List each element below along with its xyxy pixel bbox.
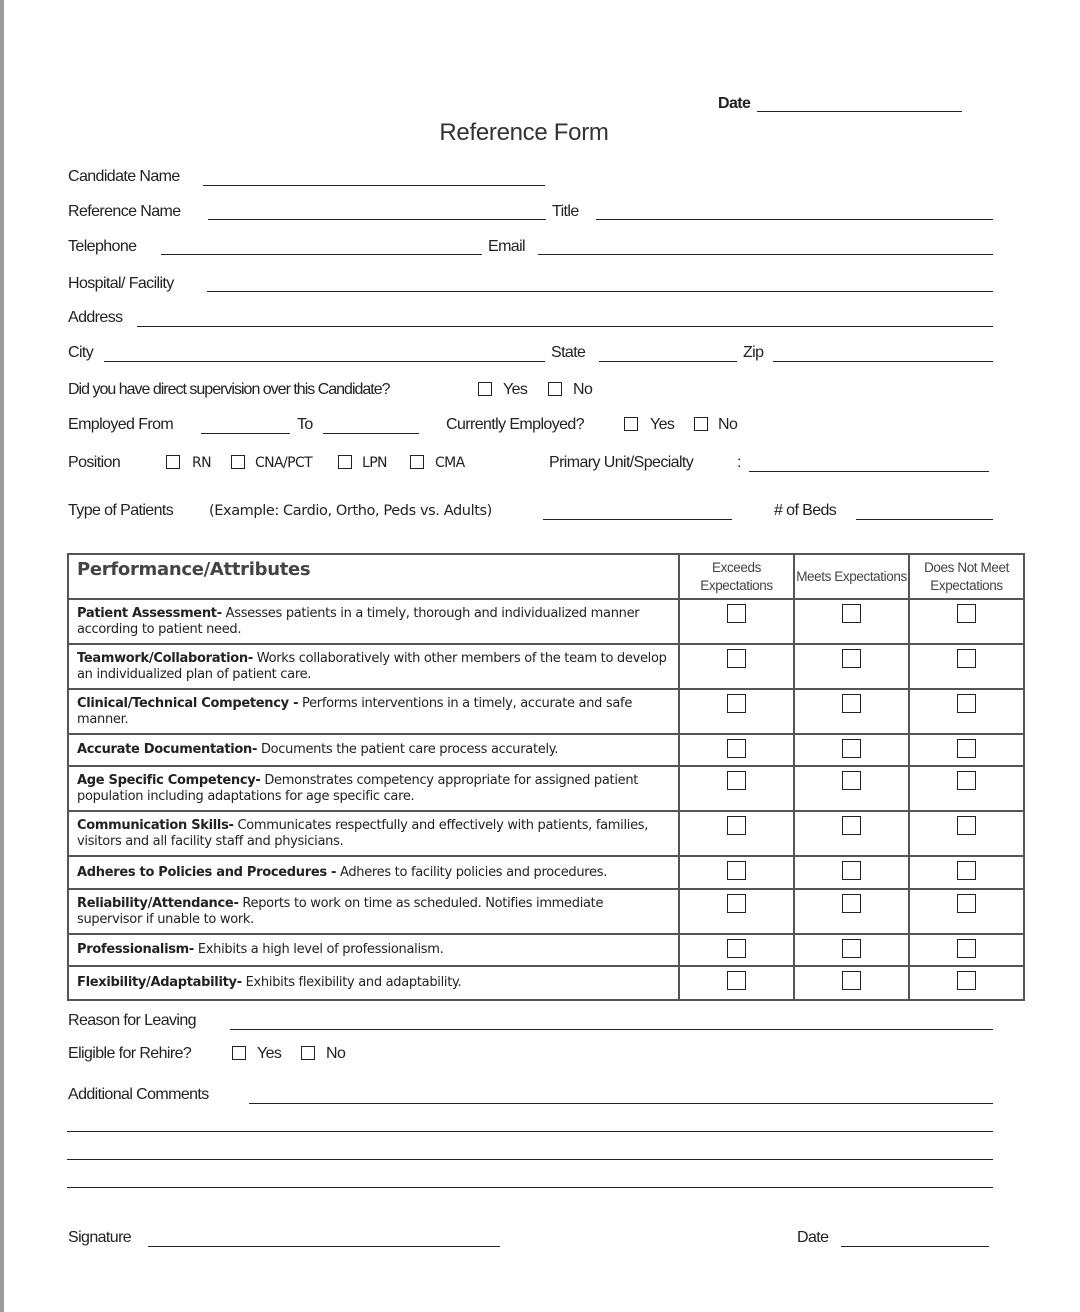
rating-checkbox-does-not-meet[interactable] (957, 649, 976, 668)
reference-name-field[interactable] (208, 219, 546, 220)
candidate-name-field[interactable] (203, 185, 545, 186)
rating-cell-exceeds (679, 644, 794, 689)
attribute-description (68, 934, 679, 966)
primary-unit-field[interactable] (749, 471, 989, 472)
table-row (68, 966, 1024, 1000)
table-row (68, 689, 1024, 734)
email-field[interactable] (538, 254, 993, 255)
supervision-yes-checkbox[interactable] (478, 382, 492, 396)
beds-field[interactable] (856, 519, 993, 520)
zip-label: Zip (743, 344, 764, 361)
rating-checkbox-does-not-meet[interactable] (957, 771, 976, 790)
performance-header: Performance/Attributes (68, 554, 679, 599)
address-label: Address (68, 309, 123, 326)
reference-name-label: Reference Name (68, 203, 181, 220)
attribute-name: Clinical/Technical Competency - (77, 695, 299, 711)
address-field[interactable] (137, 326, 993, 327)
attribute-name: Accurate Documentation- (77, 742, 258, 757)
rating-cell-meets (794, 644, 909, 689)
rating-cell-does-not-meet (909, 734, 1024, 766)
attribute-name: Adheres to Policies and Procedures - (77, 864, 337, 880)
currently-employed-yes-checkbox[interactable] (624, 417, 638, 431)
rating-checkbox-does-not-meet[interactable] (957, 894, 976, 913)
table-row (68, 811, 1024, 856)
position-cna-checkbox[interactable] (231, 455, 245, 469)
rating-checkbox-exceeds[interactable] (727, 694, 746, 713)
rating-cell-does-not-meet (909, 811, 1024, 856)
comments-line-4[interactable] (67, 1187, 993, 1188)
attribute-text: Reports to work on time as scheduled. Notifies immediate supervisor if unable to work. (77, 895, 604, 927)
primary-unit-label: Primary Unit/Specialty (549, 454, 694, 471)
signature-date-label: Date (797, 1229, 829, 1246)
attribute-name: Communication Skills- (77, 817, 234, 833)
page-title: Reference Form (439, 119, 609, 146)
rating-cell-exceeds (679, 766, 794, 811)
rating-checkbox-does-not-meet[interactable] (957, 739, 976, 758)
employed-from-label: Employed From (68, 416, 174, 433)
rating-cell-does-not-meet (909, 889, 1024, 934)
rating-checkbox-does-not-meet[interactable] (957, 694, 976, 713)
performance-table (67, 553, 1025, 1001)
table-row (68, 599, 1024, 644)
rating-cell-meets (794, 766, 909, 811)
rating-cell-does-not-meet (909, 766, 1024, 811)
employed-to-field[interactable] (323, 433, 419, 434)
rating-cell-exceeds (679, 599, 794, 644)
title-label: Title (552, 203, 579, 220)
telephone-label: Telephone (68, 238, 137, 255)
eligible-rehire-label: Eligible for Rehire? (68, 1045, 192, 1062)
additional-comments-label: Additional Comments (68, 1086, 209, 1103)
column-meets: Meets Expectations (794, 554, 909, 599)
hospital-label: Hospital/ Facility (68, 275, 174, 292)
rating-cell-does-not-meet (909, 644, 1024, 689)
rating-cell-does-not-meet (909, 689, 1024, 734)
column-does-not-meet: Does Not Meet Expectations (909, 554, 1024, 599)
table-row (68, 766, 1024, 811)
position-lpn-label: LPN (362, 455, 387, 471)
position-lpn-checkbox[interactable] (338, 455, 352, 469)
rehire-yes-checkbox[interactable] (232, 1046, 246, 1060)
rating-checkbox-meets[interactable] (842, 971, 861, 990)
attribute-name: Professionalism- (77, 942, 195, 957)
rating-cell-exceeds (679, 689, 794, 734)
type-of-patients-label: Type of Patients (68, 502, 174, 519)
rating-checkbox-does-not-meet[interactable] (957, 861, 976, 880)
rating-cell-does-not-meet (909, 599, 1024, 644)
title-field[interactable] (596, 219, 993, 220)
rating-cell-meets (794, 889, 909, 934)
attribute-name: Patient Assessment- (77, 605, 222, 621)
rating-cell-does-not-meet (909, 856, 1024, 889)
comments-line-3[interactable] (67, 1159, 993, 1160)
rating-checkbox-meets[interactable] (842, 694, 861, 713)
rehire-no-checkbox[interactable] (301, 1046, 315, 1060)
table-row (68, 889, 1024, 934)
rating-checkbox-exceeds[interactable] (727, 739, 746, 758)
rating-checkbox-meets[interactable] (842, 649, 861, 668)
attribute-name: Teamwork/Collaboration- (77, 650, 253, 666)
rating-checkbox-meets[interactable] (842, 939, 861, 958)
table-header-row (68, 554, 1024, 599)
rating-cell-exceeds (679, 856, 794, 889)
date-label: Date (718, 95, 751, 112)
attribute-text: Exhibits a high level of professionalism. (194, 942, 444, 957)
city-label: City (68, 344, 94, 361)
to-label: To (297, 416, 313, 433)
attribute-description (68, 599, 679, 644)
reason-leaving-field[interactable] (230, 1029, 993, 1030)
position-cma-label: CMA (435, 455, 465, 471)
beds-label: # of Beds (774, 502, 837, 519)
position-rn-checkbox[interactable] (166, 455, 180, 469)
rating-checkbox-meets[interactable] (842, 604, 861, 623)
attribute-description (68, 856, 679, 889)
supervision-no-checkbox[interactable] (548, 382, 562, 396)
city-field[interactable] (104, 361, 545, 362)
attribute-description (68, 889, 679, 934)
state-label: State (551, 344, 586, 361)
rating-checkbox-does-not-meet[interactable] (957, 971, 976, 990)
attribute-name: Age Specific Competency- (77, 772, 261, 788)
column-exceeds: Exceeds Expectations (679, 554, 794, 599)
currently-employed-no-checkbox[interactable] (694, 417, 708, 431)
type-of-patients-field[interactable] (543, 519, 732, 520)
rating-cell-meets (794, 811, 909, 856)
attribute-description (68, 689, 679, 734)
position-cma-checkbox[interactable] (410, 455, 424, 469)
zip-field[interactable] (773, 361, 993, 362)
attribute-description (68, 644, 679, 689)
table-row (68, 934, 1024, 966)
attribute-description (68, 966, 679, 1000)
attribute-description (68, 734, 679, 766)
rating-checkbox-does-not-meet[interactable] (957, 939, 976, 958)
currently-employed-label: Currently Employed? (446, 416, 584, 433)
table-row (68, 856, 1024, 889)
rating-checkbox-does-not-meet[interactable] (957, 816, 976, 835)
rating-checkbox-exceeds[interactable] (727, 861, 746, 880)
rating-cell-meets (794, 689, 909, 734)
rating-checkbox-meets[interactable] (842, 894, 861, 913)
attribute-description (68, 811, 679, 856)
type-of-patients-example: (Example: Cardio, Ortho, Peds vs. Adults) (209, 503, 492, 519)
comments-line-1[interactable] (249, 1103, 993, 1104)
rating-cell-does-not-meet (909, 966, 1024, 1000)
position-label: Position (68, 454, 121, 471)
rating-cell-exceeds (679, 889, 794, 934)
currently-employed-no-label: No (718, 416, 738, 433)
attribute-text: Assesses patients in a timely, thorough and individualized manner according to patient need. (77, 605, 640, 637)
rating-checkbox-meets[interactable] (842, 861, 861, 880)
attribute-name: Reliability/Attendance- (77, 895, 239, 911)
signature-field[interactable] (148, 1246, 500, 1247)
rehire-yes-label: Yes (257, 1045, 282, 1062)
rehire-no-label: No (326, 1045, 346, 1062)
attribute-text: Adheres to facility policies and procedures. (336, 864, 608, 880)
supervision-yes-label: Yes (503, 381, 528, 398)
table-row (68, 734, 1024, 766)
rating-checkbox-exceeds[interactable] (727, 604, 746, 623)
rating-checkbox-exceeds[interactable] (727, 816, 746, 835)
rating-cell-meets (794, 599, 909, 644)
rating-cell-exceeds (679, 734, 794, 766)
rating-checkbox-meets[interactable] (842, 739, 861, 758)
rating-cell-meets (794, 856, 909, 889)
rating-checkbox-exceeds[interactable] (727, 971, 746, 990)
candidate-name-label: Candidate Name (68, 168, 180, 185)
attribute-name: Flexibility/Adaptability- (77, 975, 242, 990)
date-field[interactable] (757, 111, 962, 112)
rating-checkbox-meets[interactable] (842, 771, 861, 790)
rating-checkbox-exceeds[interactable] (727, 771, 746, 790)
attribute-text: Works collaboratively with other members of the team to develop an individualized plan of patient care. (77, 650, 667, 682)
rating-checkbox-does-not-meet[interactable] (957, 604, 976, 623)
table-row (68, 644, 1024, 689)
supervision-no-label: No (573, 381, 593, 398)
attribute-text: Exhibits flexibility and adaptability. (241, 975, 462, 990)
rating-checkbox-meets[interactable] (842, 816, 861, 835)
rating-cell-meets (794, 966, 909, 1000)
attribute-text: Demonstrates competency appropriate for assigned patient population including adaptations for age specific care. (77, 772, 639, 804)
attribute-text: Communicates respectfully and effectively with patients, families, visitors and all facility staff and physicians. (77, 817, 649, 849)
employed-from-field[interactable] (201, 433, 290, 434)
signature-label: Signature (68, 1229, 132, 1246)
rating-checkbox-exceeds[interactable] (727, 649, 746, 668)
rating-checkbox-exceeds[interactable] (727, 939, 746, 958)
reason-leaving-label: Reason for Leaving (68, 1012, 196, 1029)
rating-checkbox-exceeds[interactable] (727, 894, 746, 913)
rating-cell-exceeds (679, 811, 794, 856)
rating-cell-meets (794, 934, 909, 966)
rating-cell-does-not-meet (909, 934, 1024, 966)
currently-employed-yes-label: Yes (650, 416, 675, 433)
rating-cell-exceeds (679, 934, 794, 966)
attribute-description (68, 766, 679, 811)
rating-cell-meets (794, 734, 909, 766)
position-rn-label: RN (192, 455, 212, 471)
comments-line-2[interactable] (67, 1131, 993, 1132)
attribute-text: Documents the patient care process accurately. (257, 742, 559, 757)
signature-date-field[interactable] (841, 1246, 989, 1247)
email-label: Email (488, 238, 526, 255)
primary-unit-colon: : (737, 454, 741, 471)
hospital-field[interactable] (207, 291, 993, 292)
state-field[interactable] (599, 361, 737, 362)
position-cna-label: CNA/PCT (255, 455, 313, 471)
rating-cell-exceeds (679, 966, 794, 1000)
telephone-field[interactable] (161, 254, 482, 255)
attribute-text: Performs interventions in a timely, accurate and safe manner. (77, 695, 633, 727)
page-edge (0, 0, 4, 1312)
supervision-label: Did you have direct supervision over this Candidate? (68, 381, 390, 398)
